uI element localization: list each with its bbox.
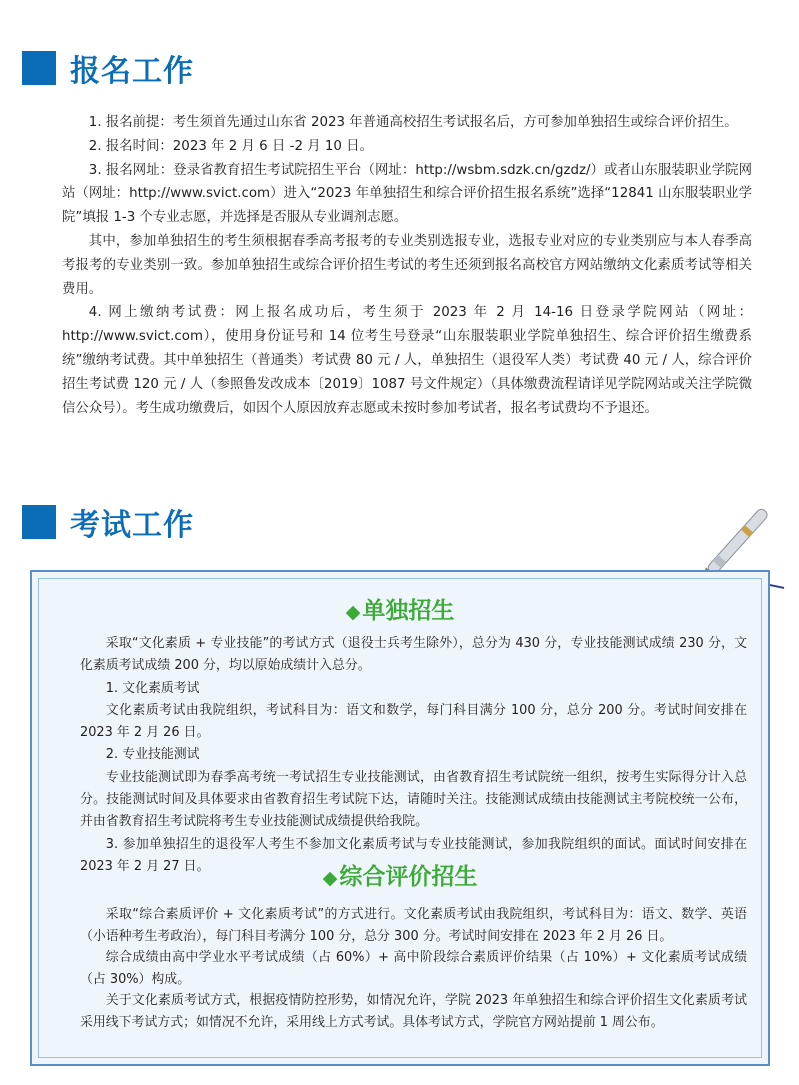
subheading-comprehensive-evaluation [30, 858, 770, 891]
paragraph: 专业技能测试即为春季高考统一考试招生专业技能测试，由省教育招生考试院统一组织，按考生实际得分计入总分。技能测试时间及具体要求由省教育招生考试院下达，请随时关注。技能测试成绩由技能测试主考院校统一公布，并由省教育招生考试院将考生专业技能测试成绩提供给我院。 [80, 769, 747, 830]
subheading-text: 综合评价招生 [339, 864, 478, 890]
paragraph: 其中，参加单独招生的考生须根据春季高考报考的专业类别选报专业，选报专业对应的专业类别应与本人春季高考报考的专业类别一致。参加单独招生或综合评价招生考试的考生还须到报名高校官方网站缴纳文化素质考试等相关费用。 [62, 233, 752, 297]
paragraph: 3. 报名网址：登录省教育招生考试院招生平台（网址：http://wsbm.sdzk.cn/gzdz/）或者山东服装职业学院网站（网址：http://www.svict.com）进入“2023 年单独招生和综合评价招生报名系统”选择“12841 山东服装职业学院”填报 1-3 个专业志愿，并选择是否服从专业调剂志愿。 [62, 162, 752, 226]
paragraph: 3. 参加单独招生的退役军人考生不参加文化素质考试与专业技能测试，参加我院组织的面试。面试时间安排在 2023 年 2 月 27 日。 [80, 836, 747, 874]
paragraph: 1. 文化素质考试 [105, 680, 200, 696]
paragraph: 2. 专业技能测试 [105, 747, 200, 763]
paragraph: 文化素质考试由我院组织，考试科目为：语文和数学，每门科目满分 100 分，总分 200 分。考试时间安排在 2023 年 2 月 26 日。 [80, 702, 747, 741]
paragraph: 关于文化素质考试方式，根据疫情防控形势，如情况允许，学院 2023 年单独招生和综合评价招生文化素质考试采用线下考试方式；如情况不允许，采用线上方式考试。具体考试方式，学院官方网站提前 1 周公布。 [80, 993, 747, 1030]
comprehensive-evaluation-body [80, 904, 747, 1034]
diamond-icon: ◆ [322, 867, 338, 889]
section-heading-registration [22, 48, 194, 88]
section-title: 考试工作 [70, 508, 194, 543]
paragraph: 采取“文化素质 + 专业技能”的考试方式（退役士兵考生除外），总分为 430 分，专业技能测试成绩 230 分，文化素质考试成绩 200 分，均以原始成绩计入总分。 [80, 636, 747, 674]
subheading-text: 单独招生 [362, 598, 455, 624]
paragraph: 2. 报名时间：2023 年 2 月 6 日 -2 月 10 日。 [88, 138, 373, 154]
section-title: 报名工作 [70, 54, 194, 89]
paragraph: 1. 报名前提：考生须首先通过山东省 2023 年普通高校招生考试报名后，方可参加单独招生或综合评价招生。 [88, 115, 738, 130]
single-enrollment-body [80, 633, 747, 878]
blue-square-icon [22, 51, 56, 85]
paragraph: 4. 网上缴纳考试费：网上报名成功后，考生须于 2023 年 2 月 14-16 日登录学院网站（网址：http://www.svict.com），使用身份证号和 14 位考生号登录“山东服装职业学院单独招生、综合评价招生缴费系统”缴纳考试费。其中单独招生（普通类）考试费 80 元 / 人，单独招生（退役军人类）考试费 40 元 / 人，综合评价招生考试费 120 元 / 人（参照鲁发改成本〔2019〕1087 号文件规定）（具体缴费流程请详见学院网站或关注学院微信公众号）。考生成功缴费后，如因个人原因放弃志愿或未按时参加考试者，报名考试费均不予退还。 [62, 305, 752, 416]
paragraph: 综合成绩由高中学业水平考试成绩（占 60%）+ 高中阶段综合素质评价结果（占 10%）+ 文化素质考试成绩（占 30%）构成。 [80, 950, 747, 987]
paragraph: 采取“综合素质评价 + 文化素质考试”的方式进行。文化素质考试由我院组织，考试科目为：语文、数学、英语（小语种考生考政治），每门科目考满分 100 分，总分 300 分。考试时间安排在 2023 年 2 月 26 日。 [80, 907, 747, 944]
registration-body [62, 111, 752, 420]
diamond-icon: ◆ [345, 601, 361, 623]
blue-square-icon [22, 505, 56, 539]
section-heading-exam [22, 502, 194, 542]
subheading-single-enrollment [32, 592, 768, 625]
